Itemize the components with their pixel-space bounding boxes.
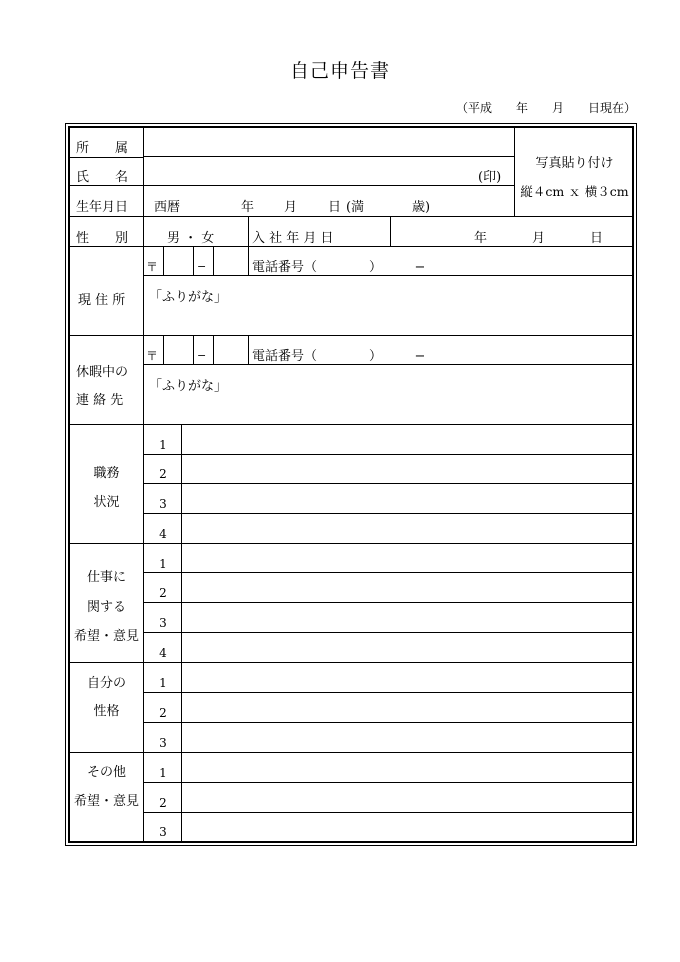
phone-label: 電話番号（ ） − bbox=[252, 349, 426, 364]
birth-date-label: 生年月日 bbox=[76, 200, 129, 215]
row-number: 3 bbox=[159, 825, 167, 839]
postal-box-line bbox=[163, 335, 164, 364]
row-line bbox=[70, 335, 632, 336]
row-line bbox=[143, 722, 632, 723]
name-label: 氏 名 bbox=[76, 170, 129, 185]
row-number: 1 bbox=[159, 676, 167, 690]
vacation-contact-label-1: 休暇中の bbox=[76, 365, 129, 380]
row-line bbox=[143, 572, 632, 573]
gender-options: 男 ・ 女 bbox=[167, 231, 215, 246]
row-line bbox=[70, 157, 143, 158]
row-line bbox=[143, 483, 632, 484]
row-line bbox=[70, 185, 514, 186]
number-column-line bbox=[181, 424, 182, 842]
row-number: 4 bbox=[159, 646, 167, 660]
postal-box-line bbox=[163, 246, 164, 275]
section-label-line: 状況 bbox=[93, 495, 120, 510]
hire-day: 日 bbox=[590, 231, 604, 246]
section-label-line: 仕事に bbox=[86, 570, 126, 585]
row-line bbox=[143, 632, 632, 633]
row-line bbox=[143, 812, 632, 813]
hire-date-label: 入 社 年 月 日 bbox=[252, 231, 334, 246]
section-label-line: 希望・意見 bbox=[73, 794, 139, 809]
phone-label: 電話番号（ ） − bbox=[252, 260, 426, 275]
photo-label-line1: 写真貼り付け bbox=[535, 156, 614, 171]
postal-mark: 〒 bbox=[146, 349, 159, 363]
hire-month: 月 bbox=[532, 231, 546, 246]
birth-day: 日 bbox=[328, 200, 342, 215]
row-line bbox=[70, 662, 632, 663]
postal-dash: − bbox=[197, 260, 207, 273]
section-label-line: 職務 bbox=[93, 466, 120, 481]
form-title: 自己申告書 bbox=[289, 60, 390, 82]
postal-box-line bbox=[213, 246, 214, 275]
section-label-line: 関する bbox=[86, 600, 126, 615]
row-number: 1 bbox=[159, 438, 167, 452]
section-label-line: 希望・意見 bbox=[73, 629, 139, 644]
postal-box-line bbox=[248, 246, 249, 275]
row-line bbox=[143, 782, 632, 783]
postal-box-line bbox=[193, 246, 194, 275]
row-line bbox=[143, 602, 632, 603]
birth-month: 月 bbox=[284, 200, 298, 215]
row-number: 3 bbox=[159, 497, 167, 511]
address-label: 現 住 所 bbox=[78, 293, 126, 308]
section-label-line: 自分の bbox=[86, 676, 126, 691]
furigana-label: 「ふりがな」 bbox=[149, 379, 228, 394]
birth-age-open: (満 bbox=[346, 200, 365, 215]
row-number: 1 bbox=[159, 557, 167, 571]
col-line bbox=[248, 216, 249, 246]
postal-mark: 〒 bbox=[146, 260, 159, 274]
row-line bbox=[143, 692, 632, 693]
birth-age-close: 歳) bbox=[412, 200, 431, 215]
birth-year: 年 bbox=[241, 200, 255, 215]
postal-box-line bbox=[248, 335, 249, 364]
photo-label-line2: 縦４cm ｘ 横３cm bbox=[520, 184, 629, 199]
section-label-line: 性格 bbox=[93, 704, 120, 719]
row-line bbox=[70, 424, 632, 425]
row-number: 4 bbox=[159, 527, 167, 541]
col-line bbox=[390, 216, 391, 246]
vacation-contact-label-2: 連 絡 先 bbox=[76, 393, 124, 408]
row-number: 3 bbox=[159, 616, 167, 630]
postal-dash: − bbox=[197, 349, 207, 362]
row-line bbox=[143, 513, 632, 514]
row-number: 2 bbox=[159, 796, 167, 810]
row-number: 2 bbox=[159, 586, 167, 600]
row-line bbox=[70, 752, 632, 753]
row-number: 1 bbox=[159, 766, 167, 780]
row-number: 2 bbox=[159, 706, 167, 720]
hire-year: 年 bbox=[474, 231, 488, 246]
row-number: 2 bbox=[159, 467, 167, 481]
gender-label: 性 別 bbox=[76, 231, 129, 246]
affiliation-label: 所 属 bbox=[76, 141, 129, 156]
row-line bbox=[70, 246, 632, 247]
birth-western-era: 西暦 bbox=[154, 200, 181, 215]
postal-box-line bbox=[193, 335, 194, 364]
label-column-line bbox=[143, 127, 144, 842]
seal-mark: (印) bbox=[478, 170, 502, 185]
section-label-line: その他 bbox=[86, 765, 126, 780]
date-line: （平成 年 月 日現在） bbox=[455, 101, 636, 115]
postal-box-line bbox=[213, 335, 214, 364]
row-line bbox=[143, 156, 514, 157]
row-line bbox=[70, 543, 632, 544]
row-line bbox=[70, 216, 632, 217]
row-line bbox=[143, 454, 632, 455]
row-number: 3 bbox=[159, 736, 167, 750]
furigana-label: 「ふりがな」 bbox=[149, 290, 228, 305]
